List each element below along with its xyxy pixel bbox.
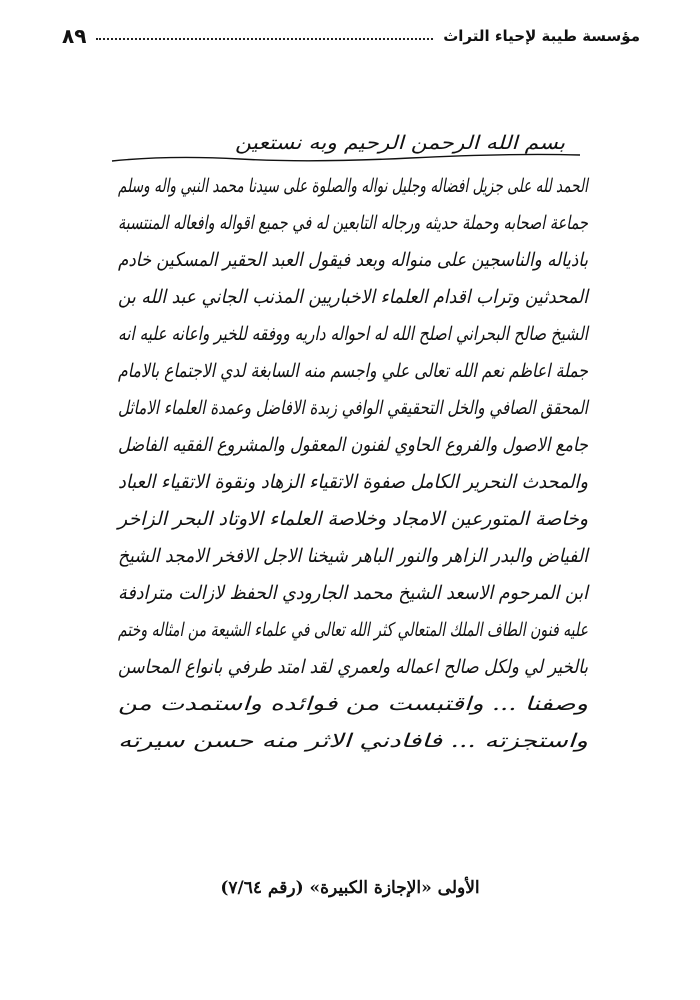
- manuscript-line: الحمد لله على جزيل افضاله وجليل نواله والصلوة على سيدنا محمد النبي واله وسلم: [118, 175, 590, 197]
- manuscript-image: [110, 125, 590, 785]
- manuscript-line: عليه فنون الطاف الملك المتعالي كثر الله تعالى في علماء الشيعة من امثاله وختم: [118, 619, 588, 641]
- manuscript-line: وخاصة المتورعين الامجاد وخلاصة العلماء الاوتاد البحر الزاخر: [116, 508, 588, 530]
- manuscript-line: ابن المرحوم الاسعد الشيخ محمد الجارودي الحفظ لازالت مترادفة: [118, 582, 591, 604]
- basmala-flourish: [112, 154, 580, 161]
- manuscript-line: جملة اعاظم نعم الله تعالى علي واجسم منه السابغة لدي الاجتماع بالامام: [118, 360, 589, 382]
- manuscript-line: بالخير لي ولكل صالح اعماله ولعمري لقد امتد طرفي بانواع المحاسن: [118, 656, 589, 678]
- manuscript-line: المحقق الصافي والخل التحقيقي الوافي زبدة الافاضل وعمدة العلماء الاماثل: [118, 397, 591, 419]
- dot-leader: [96, 38, 433, 40]
- manuscript-line: المحدثين وتراب اقدام العلماء الاخباريين المذنب الجاني عبد الله بن: [118, 286, 591, 308]
- running-header: [62, 22, 640, 50]
- manuscript-line: الفياض والبدر الزاهر والنور الباهر شيخنا الاجل الافخر الامجد الشيخ: [118, 545, 591, 567]
- manuscript-line: واستجزته ... فافادني الاثر منه حسن سيرته: [118, 730, 588, 752]
- manuscript-line: الشيخ صالح البحراني اصلح الله له احواله داريه ووفقه للخير واعانه عليه انه: [118, 323, 591, 345]
- manuscript-line: جامع الاصول والفروع الحاوي لفنون المعقول والمشروع الفقيه الفاضل: [118, 434, 589, 456]
- page-number: ٨٩: [62, 24, 87, 48]
- manuscript-lines: [112, 132, 591, 752]
- manuscript-line: وصفنا ... واقتبست من فوائده واستمدت من: [118, 693, 588, 715]
- figure-caption: الأولى «الإجازة الكبيرة» (رقم ٧/٦٤): [220, 878, 480, 898]
- publisher-name: مؤسسة طيبة لإحياء التراث: [443, 27, 640, 45]
- manuscript-line: جماعة اصحابه وحملة حديثه ورجاله التابعين له في جميع اقواله وافعاله المنتسبة: [118, 212, 589, 234]
- manuscript-line: باذياله والناسجين على منواله وبعد فيقول العبد الحقير المسكين خادم: [118, 249, 589, 271]
- manuscript-line: والمحدث النحرير الكامل صفوة الاتقياء الزهاد ونقوة الاتقياء العباد: [118, 471, 588, 493]
- manuscript-basmala: بسم الله الرحمن الرحيم وبه نستعين: [235, 132, 566, 154]
